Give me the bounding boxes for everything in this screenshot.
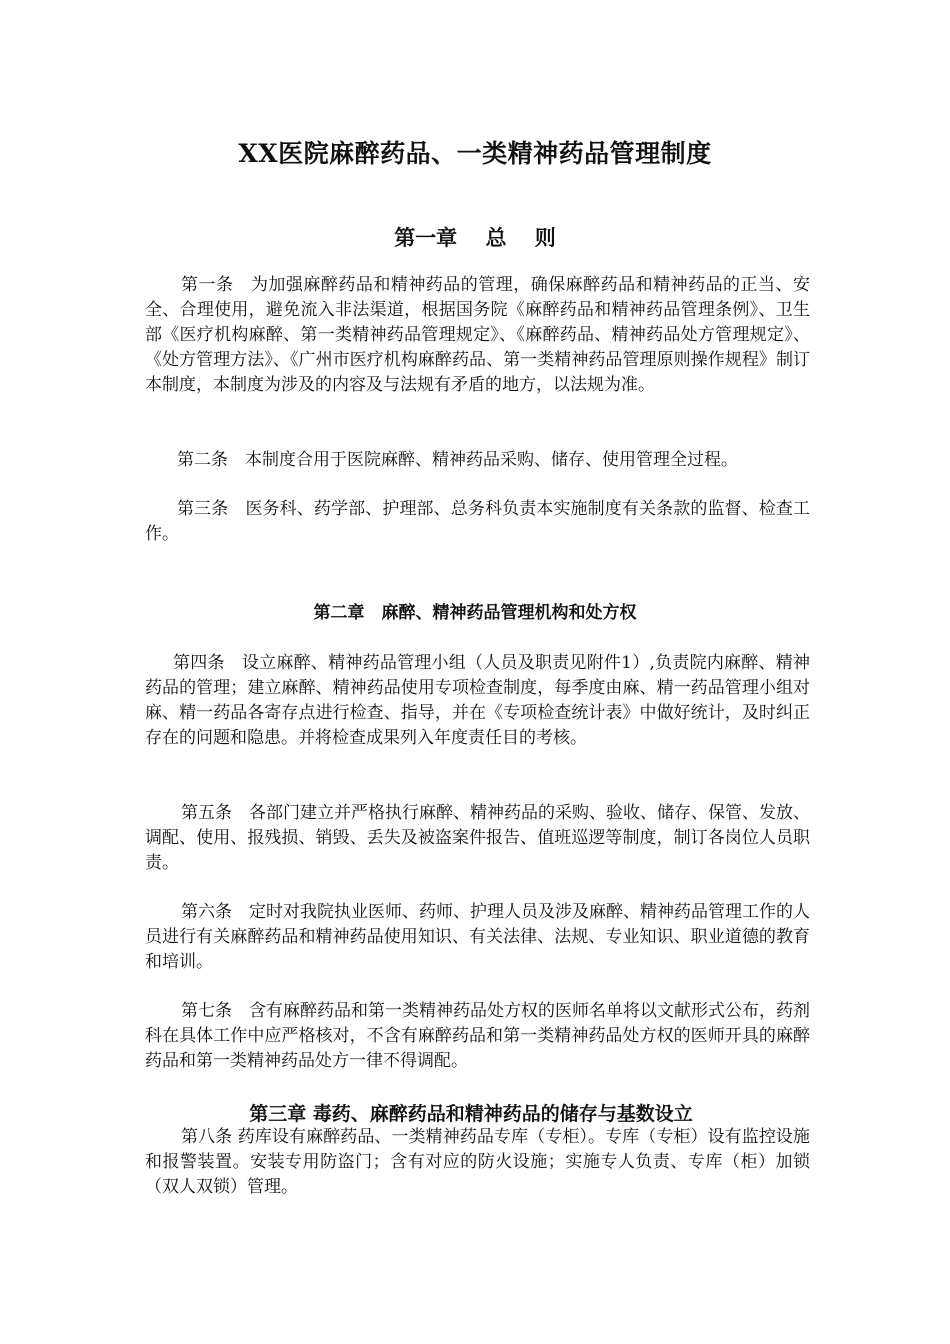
article-8: 第八条 药库设有麻醉药品、一类精神药品专库（专柜）。专库（专柜）设有监控设施和报警装置。安装专用防盗门；含有对应的防火设施；实施专人负责、专库（柜）加锁（双人双锁）管理。 [145,1127,810,1197]
chapter-2-heading: 第二章 麻醉、精神药品管理机构和处方权 [313,603,637,623]
article-7: 第七条 含有麻醉药品和第一类精神药品处方权的医师名单将以文献形式公布，药剂科在具体工作中应严格核对，不含有麻醉药品和第一类精神药品处方权的医师开具的麻醉药品和第一类精神药品处方一律不得调配。 [145,1001,810,1071]
article-3: 第三条 医务科、药学部、护理部、总务科负责本实施制度有关条款的监督、检查工作。 [145,499,810,544]
article-1: 第一条 为加强麻醉药品和精神药品的管理，确保麻醉药品和精神药品的正当、安全、合理使用，避免流入非法渠道，根据国务院《麻醉药品和精神药品管理条例》、卫生部《医疗机构麻醉、第一类精神药品管理规定》、《麻醉药品、精神药品处方管理规定》、《处方管理方法》、《广州市医疗机构麻醉药品、第一类精神药品管理原则操作规程》制订本制度，本制度为涉及的内容及与法规有矛盾的地方，以法规为准。 [145,275,810,395]
article-2: 第二条 本制度合用于医院麻醉、精神药品采购、储存、使用管理全过程。 [177,450,738,470]
article-4: 第四条 设立麻醉、精神药品管理小组（人员及职责见附件1）,负责院内麻醉、精神药品的管理；建立麻醉、精神药品使用专项检查制度，每季度由麻、精一药品管理小组对麻、精一药品各寄存点进行检查、指导，并在《专项检查统计表》中做好统计，及时纠正存在的问题和隐患。并将检查成果列入年度责任目的考核。 [145,653,810,748]
chapter-1-heading: 第一章 总 则 [394,225,556,250]
article-6: 第六条 定时对我院执业医师、药师、护理人员及涉及麻醉、精神药品管理工作的人员进行有关麻醉药品和精神药品使用知识、有关法律、法规、专业知识、职业道德的教育和培训。 [145,902,810,972]
document-title: XX医院麻醉药品、一类精神药品管理制度 [238,139,712,168]
article-5: 第五条 各部门建立并严格执行麻醉、精神药品的采购、验收、储存、保管、发放、调配、使用、报残损、销毁、丢失及被盗案件报告、值班巡逻等制度，制订各岗位人员职责。 [145,803,810,873]
chapter-3-heading: 第三章 毒药、麻醉药品和精神药品的储存与基数设立 [249,1103,693,1125]
